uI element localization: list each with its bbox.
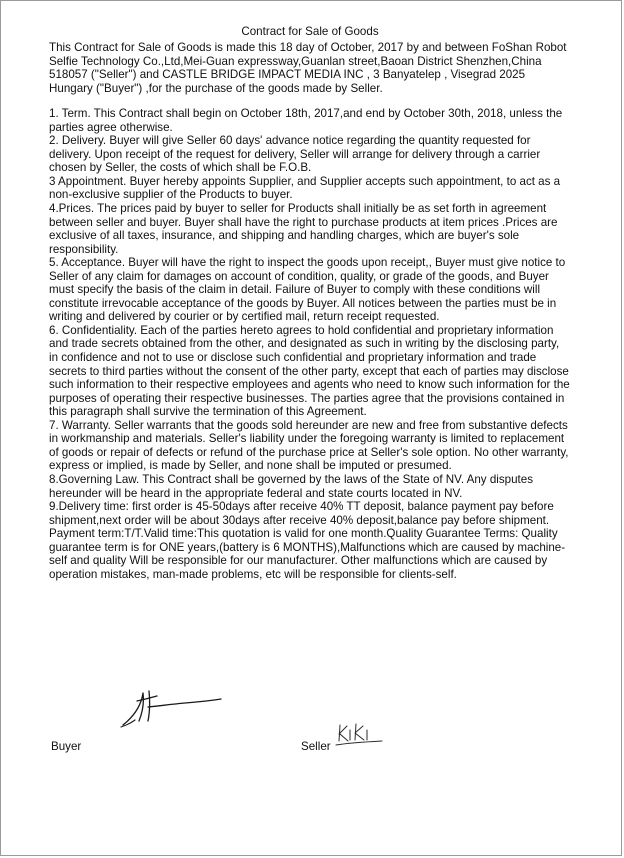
clause-acceptance: 5. Acceptance. Buyer will have the right to inspect the goods upon receipt,, Buyer must give notice to Seller of any claim for damages on account of condition, quality, or grade of the goods, and Buyer must specify the basis of the claim in detail. Failure of Buyer to comply with these conditions will constitute irrevocable acceptance of the goods by Buyer. All notices between the parties must be in writing and delivered by courier or by certified mail, return receipt requested. <box>49 256 566 324</box>
buyer-signature <box>113 687 228 732</box>
clause-governing-law: 8.Governing Law. This Contract shall be governed by the laws of the State of NV. Any disputes hereunder will be heard in the appropriate federal and state courts located in NV. <box>49 472 534 500</box>
clause-term: 1. Term. This Contract shall begin on October 18th, 2017,and end by October 30th, 2018, unless the parties agree otherwise. <box>49 107 563 134</box>
clause-warranty: 7. Warranty. Seller warrants that the goods sold hereunder are new and free from substantive defects in workmanship and materials. Seller's liability under the foregoing warranty is limited to replacement of goods or repair of defects or refund of the purchase price at Seller's sole option. No other warranty, express or implied, is made by Seller, and none shall be imputed or presumed. <box>49 418 569 473</box>
contract-title: Contract for Sale of Goods <box>241 25 379 38</box>
clause-appointment: 3 Appointment. Buyer hereby appoints Supplier, and Supplier accepts such appointment, to act as a non-exclusive supplier of the Products to buyer. <box>49 174 561 202</box>
clause-delivery: 2. Delivery. Buyer will give Seller 60 days' advance notice regarding the quantity requested for delivery. Upon receipt of the request for delivery, Seller will arrange for delivery through a carrier chosen by Seller, the costs of which shall be F.O.B. <box>49 134 541 175</box>
clause-prices: 4.Prices. The prices paid by buyer to seller for Products shall initially be as set forth in agreement between seller and buyer. Buyer shall have the right to purchase products at item prices .Prices are exclusive of all taxes, insurance, and shipping and handling charges, which are buyer's sole responsibility. <box>49 202 558 256</box>
intro-paragraph: This Contract for Sale of Goods is made this 18 day of October, 2017 by and between FoShan Robot Selfie Technology Co.,Ltd,Mei-Guan expressway,Guanlan street,Baoan District Shenzhen,China 518057 ("Seller") and CASTLE BRIDGE IMPACT MEDIA INC , 3 Banyatelep , Visegrad 2025 Hungary ("Buyer") ,for the purchase of the goods made by Seller. <box>49 41 567 95</box>
buyer-label: Buyer <box>51 740 82 753</box>
seller-label: Seller <box>301 740 331 753</box>
seller-signature <box>334 721 386 751</box>
signature-area <box>1 1 621 857</box>
clause-delivery-time: 9.Delivery time: first order is 45-50days after receive 40% TT deposit, balance payment pay before shipment,next order will be about 30days after receive 40% deposit,balance pay before shipment. Payment term:T/T.Valid time:This quotation is valid for one month.Quality Guarantee Terms: Quality guarantee term is for ONE years,(battery is 6 MONTHS),Malfunctions which are caused by machine-self and quality Will be responsible for our manufacturer. Other malfunctions which are caused by operation mistakes, man-made problems, etc will be responsible for clients-self. <box>49 500 566 581</box>
clause-confidentiality: 6. Confidentiality. Each of the parties hereto agrees to hold confidential and proprietary information and trade secrets obtained from the other, and designated as such in writing by the disclosing party, in confidence and not to use or disclose such confidential and proprietary information and trade secrets to third parties without the consent of the other party, except that each of parties may disclose such information to their respective employees and agents who need to know such information for the purposes of operating their respective businesses. The parties agree that the provisions contained in this paragraph shall survive the termination of this Agreement. <box>49 323 570 419</box>
